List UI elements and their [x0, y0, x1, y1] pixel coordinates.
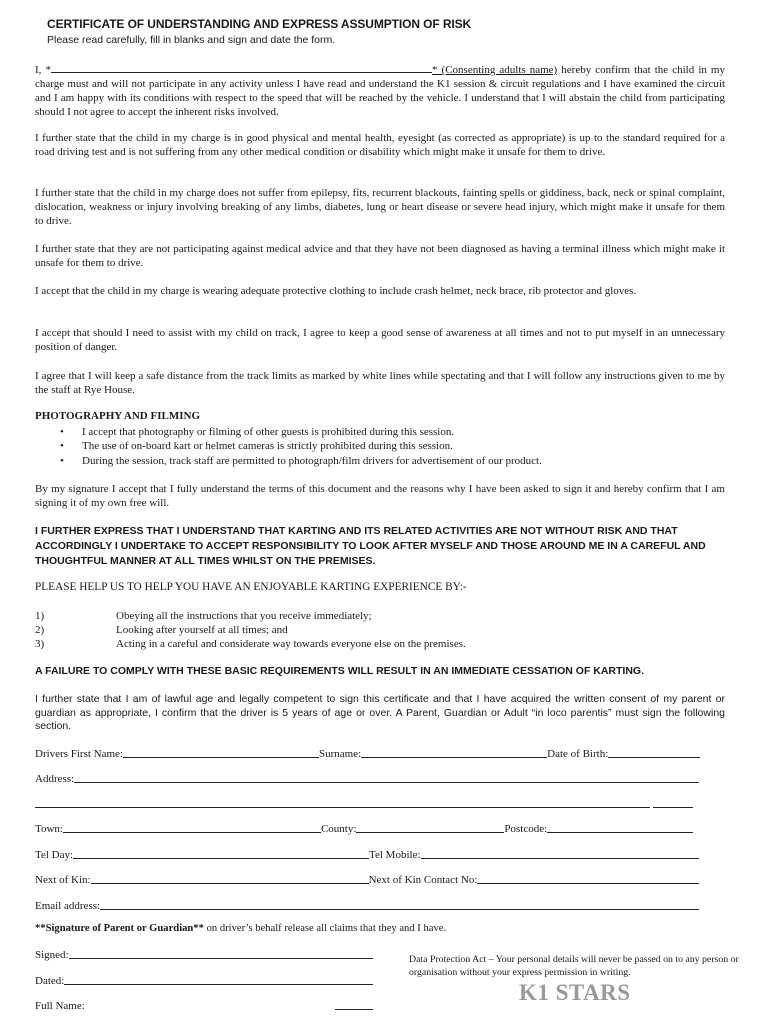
consenting-adult-label: * (Consenting adults name) — [431, 64, 558, 76]
county-field[interactable] — [356, 832, 504, 833]
surname-label: Surname: — [318, 748, 362, 760]
email-row — [35, 898, 699, 912]
protective-clothing-paragraph: I accept that the child in my charge is wearing adequate protective clothing to include crash helmet, neck brace, rib protector and gloves. — [35, 285, 637, 297]
address-label: Address: — [35, 773, 75, 785]
email-label: Email address: — [35, 900, 101, 912]
full-name-field-end[interactable] — [335, 1009, 373, 1010]
surname-field[interactable] — [361, 757, 547, 758]
intro-body-first-line: hereby confirm that the child — [557, 64, 695, 76]
list-item: • The use of on-board kart or helmet cameras is strictly prohibited during this session. — [60, 440, 453, 453]
safe-distance-paragraph: I agree that I will keep a safe distance from the track limits as marked by white lines while spectating and that I will follow any instructions given to me by the staff at Rye House. — [35, 370, 725, 396]
postcode-label: Postcode: — [504, 823, 548, 835]
list-item: • I accept that photography or filming of other guests is prohibited during this session. — [60, 426, 455, 438]
address-row-2 — [35, 796, 693, 810]
list-item: • During the session, track staff are permitted to photograph/film drivers for advertisement of our product. — [60, 454, 542, 467]
dated-row — [35, 973, 373, 987]
signature-note: on driver’s behalf release all claims that they and I have. — [203, 923, 447, 934]
failure-statement: A FAILURE TO COMPLY WITH THESE BASIC REQUIREMENTS WILL RESULT IN AN IMMEDIATE CESSATION OF KARTING. — [35, 665, 645, 677]
intro-prefix: I, * — [35, 64, 51, 76]
tel-mobile-field[interactable] — [421, 858, 699, 859]
date-of-birth-label: Date of Birth: — [547, 748, 609, 760]
address-field-line-1[interactable] — [74, 782, 699, 783]
next-of-kin-contact-label: Next of Kin Contact No: — [368, 874, 478, 886]
dated-label: Dated: — [35, 975, 65, 987]
express-statement: I FURTHER EXPRESS THAT I UNDERSTAND THAT KARTING AND ITS RELATED ACTIVITIES ARE NOT WITHOUT RISK AND THAT ACCORDINGLY I UNDERTAKE TO ACCEPT RESPONSIBILITY TO LOOK AFTER MYSELF AND THOSE AROUND ME IN A CAREFUL AND THOUGHTFUL MANNER AT ALL TIMES WHILST ON THE PREMISES. — [35, 525, 706, 567]
rules-list — [35, 609, 635, 651]
email-field[interactable] — [100, 909, 699, 910]
conditions-paragraph: I further state that the child in my charge does not suffer from epilepsy, fits, recurrent blackouts, fainting spells or giddiness, back, neck or spinal complaint, dislocation, weakness or injury involving breaking of any limbs, diabetes, lung or heart disease or severe head injury, which might make it unsafe for them to drive. — [35, 187, 725, 227]
next-of-kin-field[interactable] — [91, 883, 369, 884]
photography-list — [60, 425, 700, 468]
age-statement: I further state that I am of lawful age and legally competent to sign this certificate and that I have acquired the written consent of my parent or guardian as appropriate, I confirm that the driver is 5 years of age or over. A Parent, Guardian or Adult “in loco parentis” must sign the following section. — [35, 693, 725, 733]
town-row — [35, 821, 693, 835]
list-item: 3) Acting in a careful and considerate way towards everyone else on the premises. — [35, 638, 466, 650]
dated-field[interactable] — [64, 984, 373, 985]
consenting-adult-name-field[interactable] — [51, 62, 432, 73]
k1-stars-logo: K1 STARS — [519, 980, 631, 1005]
document-subtitle: Please read carefully, fill in blanks and sign and date the form. — [47, 34, 336, 46]
date-of-birth-field[interactable] — [608, 757, 700, 758]
tel-day-field[interactable] — [73, 858, 369, 859]
full-name-label: Full Name: — [35, 1000, 85, 1012]
next-of-kin-row — [35, 872, 699, 886]
drivers-first-name-field[interactable] — [123, 757, 319, 758]
driver-name-row — [35, 746, 700, 760]
town-label: Town: — [35, 823, 63, 835]
postcode-field[interactable] — [547, 832, 693, 833]
health-paragraph: I further state that the child in my charge is in good physical and mental health, eyesight (as corrected as appropriate) is up to the standard required for a road driving test and is not suffering from any other medical condition or disability which might make it unsafe for them to drive. — [35, 132, 725, 158]
bullet-icon: • — [60, 426, 64, 438]
data-protection-notice: Data Protection Act – Your personal details will never be passed on to any person or organisation without your express permission in writing. — [409, 954, 739, 978]
assist-on-track-paragraph: I accept that should I need to assist with my child on track, I agree to keep a good sense of awareness at all times and not to put myself in an unnecessary position of danger. — [35, 327, 725, 353]
intro-body: in my charge must and will not participate in any activity unless I have read and understand the K1 session & circuit regulations and I have examined the circuit and I am happy with its conditions with respect to the speed that will be reached by the vehicle. I understand that I will abstain the child from participating should I not agree to accept the inherent risks involved. — [35, 64, 725, 118]
signed-row — [35, 947, 373, 961]
next-of-kin-contact-field[interactable] — [477, 883, 699, 884]
bullet-icon: • — [60, 440, 64, 453]
photography-heading: PHOTOGRAPHY AND FILMING — [35, 410, 201, 422]
list-item: 1) Obeying all the instructions that you receive immediately; — [35, 610, 372, 622]
tel-mobile-label: Tel Mobile: — [369, 849, 421, 861]
address-field-line-2[interactable] — [35, 807, 650, 808]
address-row — [35, 771, 699, 785]
list-item: 2) Looking after yourself at all times; and — [35, 624, 288, 636]
county-label: County: — [320, 823, 357, 835]
signed-label: Signed: — [35, 949, 69, 961]
intro-paragraph — [35, 62, 725, 120]
drivers-first-name-label: Drivers First Name: — [35, 748, 123, 760]
address-field-line-2-end[interactable] — [653, 807, 693, 808]
bullet-icon: • — [60, 454, 64, 467]
signature-statement: By my signature I accept that I fully understand the terms of this document and the reasons why I have been asked to sign it and hereby confirm that I am signing it of my own free will. — [35, 483, 725, 509]
tel-day-label: Tel Day: — [35, 849, 74, 861]
medical-advice-paragraph: I further state that they are not participating against medical advice and that they have not been diagnosed as having a terminal illness which might make it unsafe for them to drive. — [35, 243, 725, 269]
town-field[interactable] — [63, 832, 321, 833]
signature-instruction — [35, 922, 725, 936]
full-name-field[interactable] — [85, 1009, 335, 1010]
full-name-row — [35, 998, 373, 1012]
help-heading: PLEASE HELP US TO HELP YOU HAVE AN ENJOYABLE KARTING EXPERIENCE BY:- — [35, 581, 467, 593]
signature-heading: **Signature of Parent or Guardian** — [35, 923, 204, 934]
signed-field[interactable] — [69, 958, 373, 959]
next-of-kin-label: Next of Kin: — [35, 874, 91, 886]
document-title: CERTIFICATE OF UNDERSTANDING AND EXPRESS ASSUMPTION OF RISK — [47, 17, 472, 31]
tel-row — [35, 847, 699, 861]
